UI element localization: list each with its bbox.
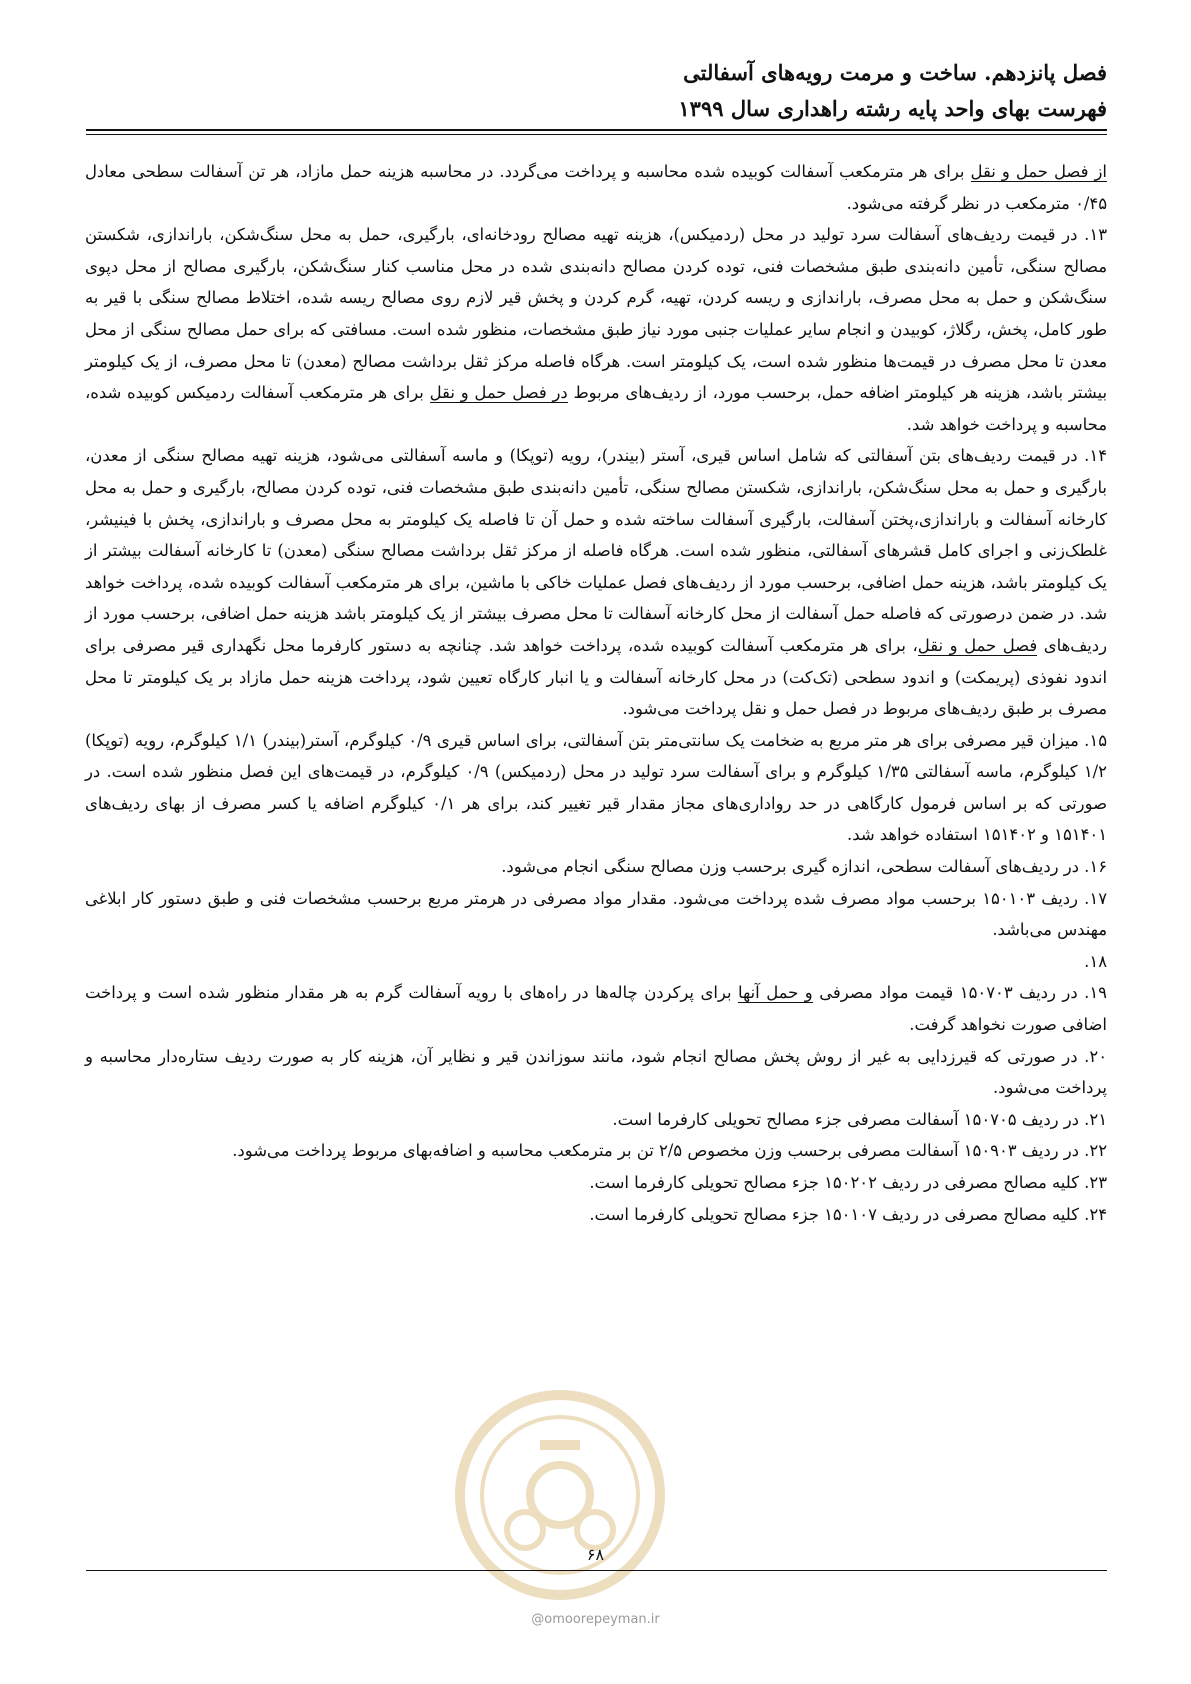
- paragraph-24: ۲۴. کلیه مصالح مصرفی در ردیف ۱۵۰۱۰۷ جزء مصالح تحویلی کارفرما است.: [589, 1204, 1107, 1224]
- paragraph-16: ۱۶. در ردیف‌های آسفالت سطحی، اندازه گیری برحسب وزن مصالح سنگی انجام می‌شود.: [501, 857, 1107, 877]
- paragraph-22: ۲۲. در ردیف ۱۵۰۹۰۳ آسفالت مصرفی برحسب وزن مخصوص ۲/۵ تن بر مترمکعب محاسبه و اضافه‌بهای مربوط پرداخت می‌شود.: [232, 1141, 1107, 1161]
- page-number: ۶۸: [586, 1545, 605, 1564]
- price-list-title: فهرست بهای واحد پایه رشته راهداری سال ۱۳۹۹: [678, 96, 1107, 121]
- page-header: [77, 58, 1107, 124]
- header-rule-thin: [86, 134, 1107, 135]
- header-rule-thick: [86, 129, 1107, 131]
- paragraph: از فصل حمل و نقل برای هر مترمکعب آسفالت کوبیده شده محاسبه و پرداخت می‌گردد. در محاسبه هزینه حمل مازاد، هر تن آسفالت سطحی معادل ۰/۴۵ مترمکعب در نظر گرفته می‌شود.: [85, 162, 1107, 213]
- underlined-text: در فصل حمل و نقل: [429, 383, 568, 403]
- paragraph-21: ۲۱. در ردیف ۱۵۰۷۰۵ آسفالت مصرفی جزء مصالح تحویلی کارفرما است.: [612, 1109, 1107, 1129]
- footer-rule: [86, 1570, 1107, 1571]
- underlined-text: و حمل آنها: [738, 983, 813, 1003]
- paragraph-13: ۱۳. در قیمت ردیف‌های آسفالت سرد تولید در محل (ردمیکس)، هزینه تهیه مصالح رودخانه‌ای، بارگیری، حمل به محل سنگ‌شکن، باراندازی، شکستن مصالح سنگی، تأمین دانه‌بندی طبق مشخصات فنی، توده کردن مصالح دانه‌بندی شده در محل مناسب کنار سنگ‌شکن، بارگیری مصالح از محل دپوی سنگ‌شکن و حمل به محل مصرف، باراندازی و ریسه کردن، تهیه، گرم کردن و پخش قیر لازم روی مصالح ریسه شده، اختلاط مصالح سنگی با قیر به طور کامل، پخش، رگلاژ، کوبیدن و انجام سایر عملیات جنبی مورد نیاز طبق مشخصات، منظور شده است. مسافتی که برای حمل مصالح سنگی از محل معدن تا محل مصرف در قیمت‌ها منظور شده است، یک کیلومتر است. هرگاه فاصله مرکز ثقل برداشت مصالح (معدن) تا محل مصرف، از یک کیلومتر بیشتر باشد، هزینه هر کیلومتر اضافه حمل، برحسب مورد، از ردیف‌های مربوط در فصل حمل و نقل برای هر مترمکعب آسفالت ردمیکس کوبیده شده، محاسبه و پرداخت خواهد شد.: [85, 225, 1108, 434]
- paragraph-17: ۱۷. ردیف ۱۵۰۱۰۳ برحسب مواد مصرف شده پرداخت می‌شود. مقدار مواد مصرفی در هرمتر مربع برحسب مشخصات فنی و طبق دستور کار ابلاغی مهندس می‌باشد.: [85, 888, 1107, 940]
- watermark-seal-icon: [445, 1380, 675, 1610]
- underlined-text: فصل حمل و نقل: [917, 635, 1038, 655]
- underlined-text: از فصل حمل و نقل: [970, 162, 1107, 181]
- paragraph-23: ۲۳. کلیه مصالح مصرفی در ردیف ۱۵۰۲۰۲ جزء مصالح تحویلی کارفرما است.: [589, 1173, 1107, 1192]
- website-watermark: @omoorepeyman.ir: [531, 1612, 660, 1627]
- paragraph-19: ۱۹. در ردیف ۱۵۰۷۰۳ قیمت مواد مصرفی و حمل آنها برای پرکردن چاله‌ها در راه‌های با رویه آسفالت گرم به هر مقدار منظور شده است و پرداخت اضافی صورت نخواهد گرفت.: [85, 983, 1107, 1035]
- paragraph-14: ۱۴. در قیمت ردیف‌های بتن آسفالتی که شامل اساس قیری، آستر (بیندر)، رویه (توپکا) و ماسه آسفالتی می‌شود، هزینه تهیه مصالح سنگی از معدن، بارگیری و حمل به محل سنگ‌شکن، باراندازی، شکستن مصالح سنگی، تأمین دانه‌بندی طبق مشخصات فنی، توده کردن مصالح، بارگیری و حمل به محل کارخانه آسفالت و باراندازی،پختن آسفالت، بارگیری آسفالت ساخته شده و حمل آن تا فاصله یک کیلومتر به محل مصرف و باراندازی، پخش با فینیشر، غلطک‌زنی و اجرای کامل قشرهای آسفالتی، منظور شده است. هرگاه فاصله از مرکز ثقل برداشت مصالح سنگی (معدن) تا کارخانه آسفالت بیشتر از یک کیلومتر باشد، هزینه حمل اضافی، برحسب مورد از ردیف‌های فصل عملیات خاکی با ماشین، برای هر مترمکعب آسفالت کوبیده شده، پرداخت خواهد شد. در ضمن درصورتی که فاصله حمل آسفالت از محل کارخانه آسفالت تا محل مصرف بیشتر از یک کیلومتر باشد هزینه حمل اضافی، برحسب مورد از ردیف‌های فصل حمل و نقل، برای هر مترمکعب آسفالت کوبیده شده، پرداخت خواهد شد. چنانچه به دستور کارفرما محل نگهداری قیر مصرفی برای اندود نفوذی (پریمکت) و اندود سطحی (تک‌کت) در محل کارخانه آسفالت و یا انبار کارگاه تعیین شود، پرداخت هزینه حمل مازاد بر یک کیلومتر تا محل مصرف بر طبق ردیف‌های مربوط در فصل حمل و نقل پرداخت می‌شود.: [85, 446, 1107, 719]
- body-text: [85, 156, 1107, 1230]
- chapter-title: فصل پانزدهم. ساخت و مرمت رویه‌های آسفالتی: [683, 60, 1107, 85]
- paragraph-18: ۱۸.: [1084, 951, 1107, 971]
- paragraph-15: ۱۵. میزان قیر مصرفی برای هر متر مربع به ضخامت یک سانتی‌متر بتن آسفالتی، برای اساس قیری ۰/۹ کیلوگرم، آستر(بیندر) ۱/۱ کیلوگرم، رویه (توپکا) ۱/۲ کیلوگرم، ماسه آسفالتی ۱/۳۵ کیلوگرم و برای آسفالت سرد تولید در محل (ردمیکس) ۰/۹ کیلوگرم، در قیمت‌های این فصل منظور شده است. در صورتی که بر اساس فرمول کارگاهی در حد رواداری‌های مجاز مقدار قیر تغییر کند، برای هر ۰/۱ کیلوگرم اضافه یا کسر مصرف از بهای ردیف‌های ۱۵۱۴۰۱ و ۱۵۱۴۰۲ استفاده خواهد شد.: [85, 730, 1107, 845]
- paragraph-20: ۲۰. در صورتی که قیرزدایی به غیر از روش پخش مصالح انجام شود، مانند سوزاندن قیر و نظایر آن، هزینه کار به صورت ردیف ستاره‌دار محاسبه و پرداخت می‌شود.: [85, 1046, 1107, 1098]
